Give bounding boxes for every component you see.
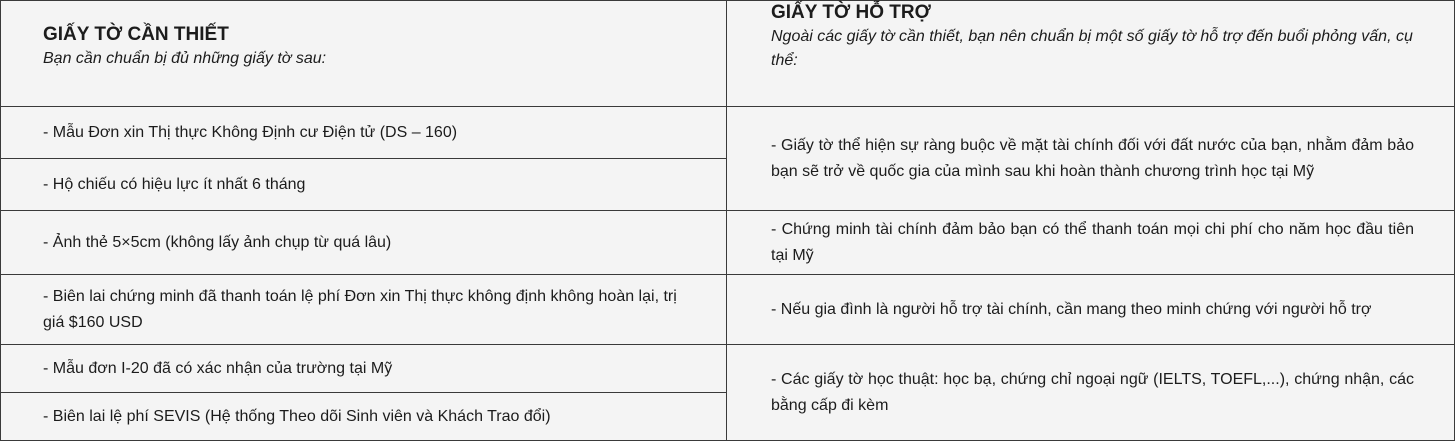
- required-item: - Biên lai chứng minh đã thanh toán lệ phí Đơn xin Thị thực không định không hoàn lại, trị giá $160 USD: [1, 275, 727, 345]
- header-row: [1, 1, 1455, 107]
- required-subtitle: Bạn cần chuẩn bị đủ những giấy tờ sau:: [43, 50, 327, 67]
- supporting-item: - Chứng minh tài chính đảm bảo bạn có thể thanh toán mọi chi phí cho năm học đầu tiên tại Mỹ: [727, 211, 1455, 275]
- supporting-subtitle: Ngoài các giấy tờ cần thiết, bạn nên chuẩn bị một số giấy tờ hỗ trợ đến buổi phỏng vấn, cụ thể:: [771, 28, 1413, 69]
- required-header: [1, 1, 727, 107]
- supporting-item: - Nếu gia đình là người hỗ trợ tài chính, cần mang theo minh chứng với người hỗ trợ: [727, 275, 1455, 345]
- required-item: - Biên lai lệ phí SEVIS (Hệ thống Theo dõi Sinh viên và Khách Trao đổi): [1, 393, 727, 441]
- required-item: - Ảnh thẻ 5×5cm (không lấy ảnh chụp từ quá lâu): [1, 211, 727, 275]
- required-item: - Mẫu đơn I-20 đã có xác nhận của trường tại Mỹ: [1, 345, 727, 393]
- table-row: [1, 345, 1455, 393]
- table-row: [1, 211, 1455, 275]
- table-row: [1, 107, 1455, 159]
- required-title: GIẤY TỜ CẦN THIẾT: [43, 24, 229, 45]
- required-item: - Hộ chiếu có hiệu lực ít nhất 6 tháng: [1, 159, 727, 211]
- supporting-item: - Giấy tờ thể hiện sự ràng buộc về mặt tài chính đối với đất nước của bạn, nhằm đảm bảo bạn sẽ trở về quốc gia của mình sau khi hoàn thành chương trình học tại Mỹ: [727, 107, 1455, 211]
- supporting-item: - Các giấy tờ học thuật: học bạ, chứng chỉ ngoại ngữ (IELTS, TOEFL,...), chứng nhận, các bằng cấp đi kèm: [727, 345, 1455, 441]
- supporting-title: GIẤY TỜ HỖ TRỢ: [771, 2, 931, 23]
- supporting-header: [727, 1, 1455, 107]
- required-item: - Mẫu Đơn xin Thị thực Không Định cư Điện tử (DS – 160): [1, 107, 727, 159]
- table-row: [1, 275, 1455, 345]
